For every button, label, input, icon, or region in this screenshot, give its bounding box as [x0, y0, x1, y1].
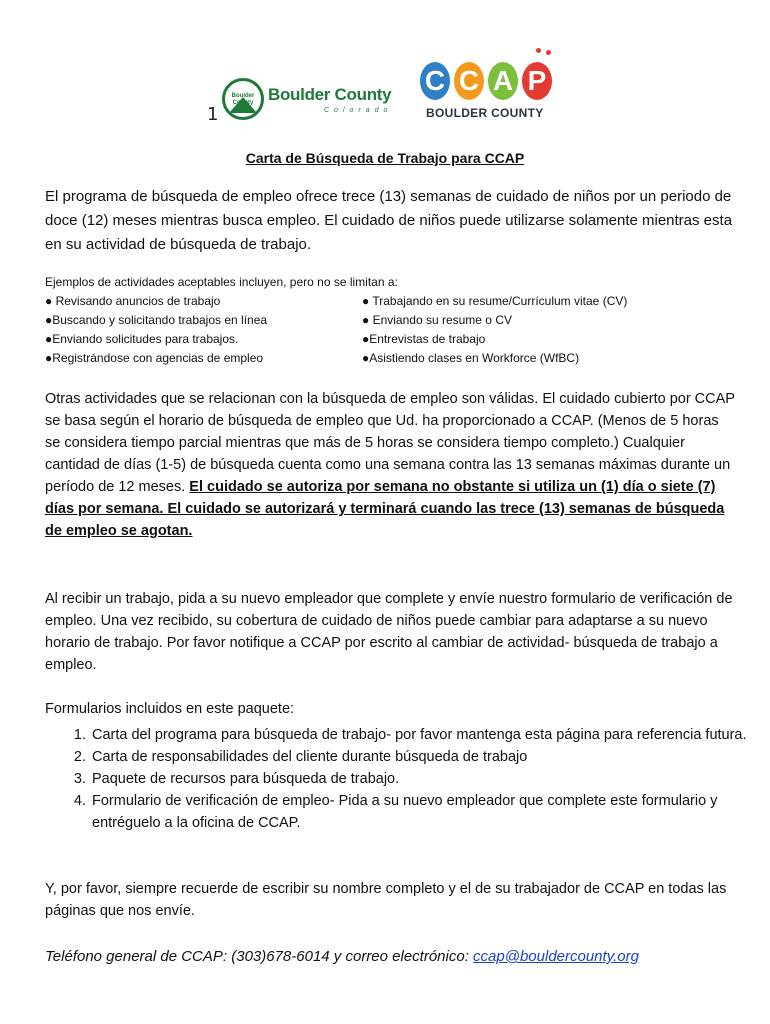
ccap-letter-3: A	[488, 62, 518, 100]
ccap-letter-1: C	[420, 62, 450, 100]
example-item: ●Entrevistas de trabajo	[362, 332, 486, 346]
seal-text: Boulder County	[231, 93, 255, 106]
boulder-county-name: Boulder County	[268, 85, 392, 104]
list-item: 2. Carta de responsabilidades del cliente durante búsqueda de trabajo	[90, 746, 770, 768]
example-item: ● Enviando su resume o CV	[362, 313, 512, 327]
ccap-logo	[418, 48, 558, 123]
example-item: ● Trabajando en su resume/Currículum vitae (CV)	[362, 294, 628, 308]
list-item: 4. Formulario de verificación de empleo- Pida a su nuevo empleador que complete este formulario y entréguelo a la oficina de CCAP.	[90, 790, 770, 834]
intro-paragraph: El programa de búsqueda de empleo ofrece trece (13) semanas de cuidado de niños por un periodo de doce (12) meses mientras busca empleo. El cuidado de niños puede utilizarse solamente mientras esta en su actividad de búsqueda de trabajo.	[45, 188, 733, 253]
examples-left-list	[45, 292, 267, 368]
footer-text: Teléfono general de CCAP: (303)678-6014 y correo electrónico:	[45, 948, 474, 965]
ccap-letter-4: P	[522, 62, 552, 100]
boulder-county-seal-icon	[222, 78, 264, 120]
page-mark: 1	[207, 104, 219, 125]
reminder-paragraph: Y, por favor, siempre recuerde de escribir su nombre completo y el de su trabajador de CCAP en todas las páginas que nos envíe.	[45, 881, 727, 919]
other-activities-text: Otras actividades que se relacionan con la búsqueda de empleo son válidas. El cuidado cubierto por CCAP se basa según el horario de búsqueda de empleo que Ud. ha proporcionado a CCAP. (Menos de 5 horas se considera tiempo parcial mientras que más de 5 horas se considera tiempo completo.) Cualquier cantidad de días (1-5) de búsqueda cuenta como una semana contra las 13 semanas máximas durante un período de 12 meses.	[45, 391, 735, 495]
example-item: ●Asistiendo clases en Workforce (WfBC)	[362, 351, 580, 365]
bold-notice: El cuidado se autoriza por semana no obstante si utiliza un (1) día o siete (7) días por semana. El cuidado se autorizará y terminará cuando las trece (13) semanas de búsqueda de empleo se agotan.	[45, 479, 725, 539]
examples-right-list	[362, 292, 627, 368]
example-item: ●Buscando y solicitando trabajos en línea	[45, 313, 268, 327]
boulder-county-sub: Colorado	[324, 107, 393, 114]
other-activities-paragraph	[45, 388, 735, 542]
example-item: ●Enviando solicitudes para trabajos.	[45, 332, 239, 346]
footer-contact	[45, 948, 639, 965]
example-item: ● Revisando anuncios de trabajo	[45, 294, 221, 308]
forms-list	[45, 724, 770, 834]
page-title: Carta de Búsqueda de Trabajo para CCAP	[245, 150, 525, 166]
example-item: ●Registrándose con agencias de empleo	[45, 351, 264, 365]
forms-intro: Formularios incluidos en este paquete:	[45, 701, 295, 717]
boulder-county-logo	[222, 75, 412, 125]
list-item: 1. Carta del programa para búsqueda de trabajo- por favor mantenga esta página para referencia futura.	[90, 724, 770, 746]
ccap-letter-2: C	[454, 62, 484, 100]
examples-intro: Ejemplos de actividades aceptables incluyen, pero no se limitan a:	[45, 275, 398, 289]
ccap-sub: BOULDER COUNTY	[426, 106, 544, 120]
list-item: 3. Paquete de recursos para búsqueda de trabajo.	[90, 768, 770, 790]
email-link[interactable]: ccap@bouldercounty.org	[473, 948, 639, 965]
job-paragraph: Al recibir un trabajo, pida a su nuevo empleador que complete y envíe nuestro formulario de verificación de empleo. Una vez recibido, su cobertura de cuidado de niños puede cambiar para adaptarse a su nuevo horario de trabajo. Por favor notifique a CCAP por escrito al cambiar de actividad- búsqueda de trabajo a empleo.	[45, 591, 733, 673]
